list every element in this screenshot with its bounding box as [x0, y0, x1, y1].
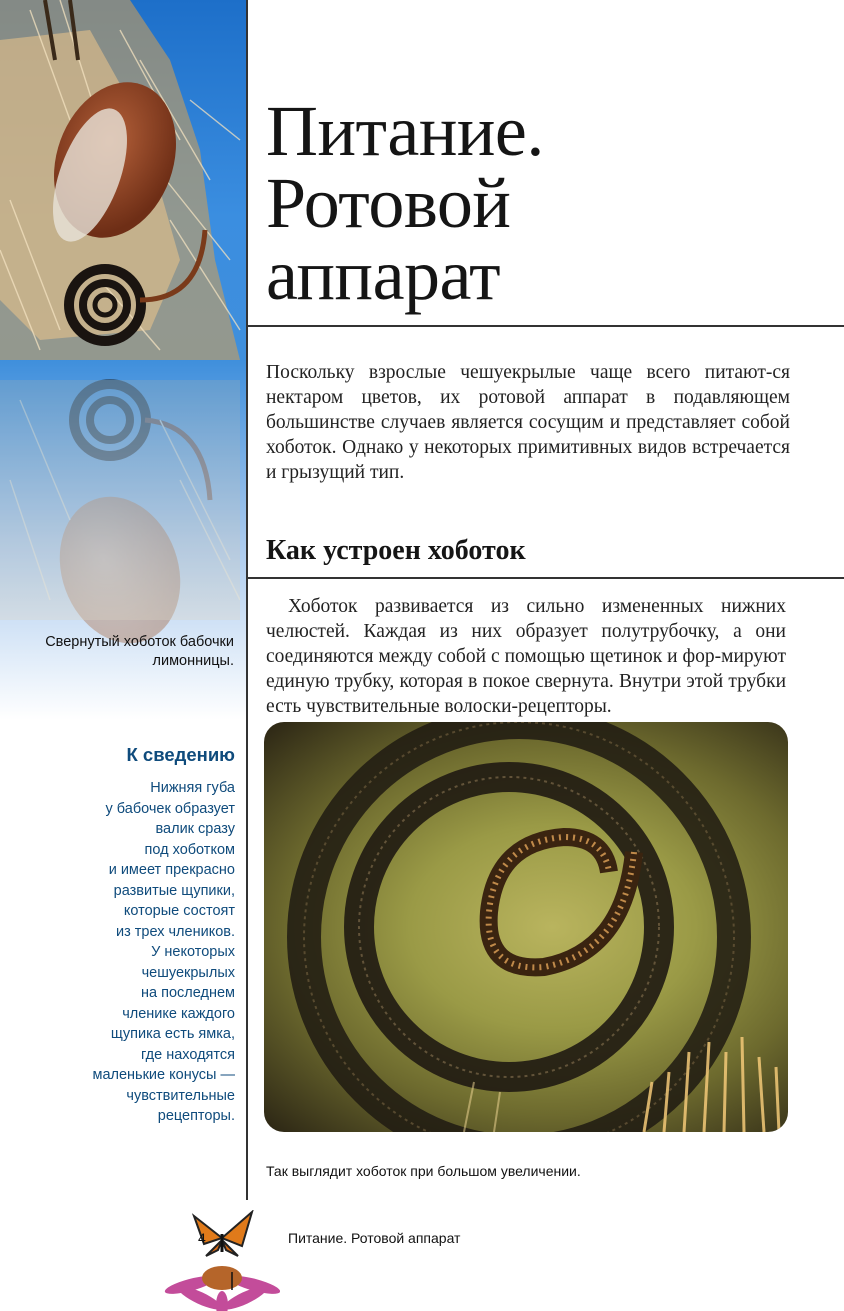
title-line-3: аппарат [266, 235, 501, 315]
info-line: из трех члеников. [116, 923, 235, 940]
info-line: которые состоят [123, 903, 235, 919]
proboscis-photo [264, 722, 788, 1132]
info-line: под хоботком [144, 841, 235, 858]
side-photo-caption: Свернутый хоботок бабочки лимонницы. [45, 634, 234, 669]
info-line: где находятся [141, 1046, 235, 1063]
info-line: чувствительные [126, 1087, 235, 1104]
page-number: 4 [198, 1230, 206, 1246]
info-line: У некоторых [151, 944, 235, 960]
butterfly-head-photo [0, 0, 246, 720]
info-line: у бабочек образует [105, 800, 235, 817]
body-paragraph: Хоботок развивается из сильно измененных нижних челюстей. Каждая из них образует полутрубочку, а они соединяются между собой с помощью щетинок и фор-мируют единую трубку, которая в покое свернута. Внутри этой трубки есть чувствительные волоски-рецепторы. [266, 596, 786, 717]
title-rule [246, 325, 844, 327]
info-line: чешуекрылых [141, 964, 235, 981]
title-line-2: Ротовой [266, 163, 511, 243]
info-line: членике каждого [122, 1005, 235, 1022]
info-line: Нижняя губа [150, 780, 235, 796]
column-divider [246, 0, 248, 1200]
page-title [266, 91, 826, 315]
info-line: на последнем [141, 985, 235, 1001]
info-box-title: К сведению [126, 744, 235, 765]
title-line-1: Питание. [266, 91, 544, 171]
section-heading: Как устроен хоботок [266, 535, 526, 566]
info-line: рецепторы. [157, 1108, 235, 1124]
running-footer: Питание. Ротовой аппарат [288, 1230, 461, 1246]
butterfly-head-illustration [0, 0, 246, 720]
photo-caption: Так выглядит хоботок при большом увеличении. [266, 1163, 581, 1179]
info-line: щупика есть ямка, [110, 1026, 235, 1042]
intro-paragraph: Поскольку взрослые чешуекрылые чаще всего питают-ся нектаром цветов, их ротовой аппарат в подавляющем большинстве случаев является сосущим и представляет собой хоботок. Однако у некоторых примитивных видов встречается и грызущий тип. [266, 362, 790, 483]
info-line: и имеет прекрасно [108, 862, 235, 878]
butterfly-on-flower-icon [160, 1210, 280, 1311]
proboscis-spiral-illustration [264, 722, 788, 1132]
info-box-text [20, 778, 235, 1127]
subhead-rule [246, 577, 844, 579]
info-line: развитые щупики, [113, 882, 235, 899]
info-line: маленькие конусы — [92, 1067, 235, 1083]
info-line: валик сразу [155, 821, 235, 837]
